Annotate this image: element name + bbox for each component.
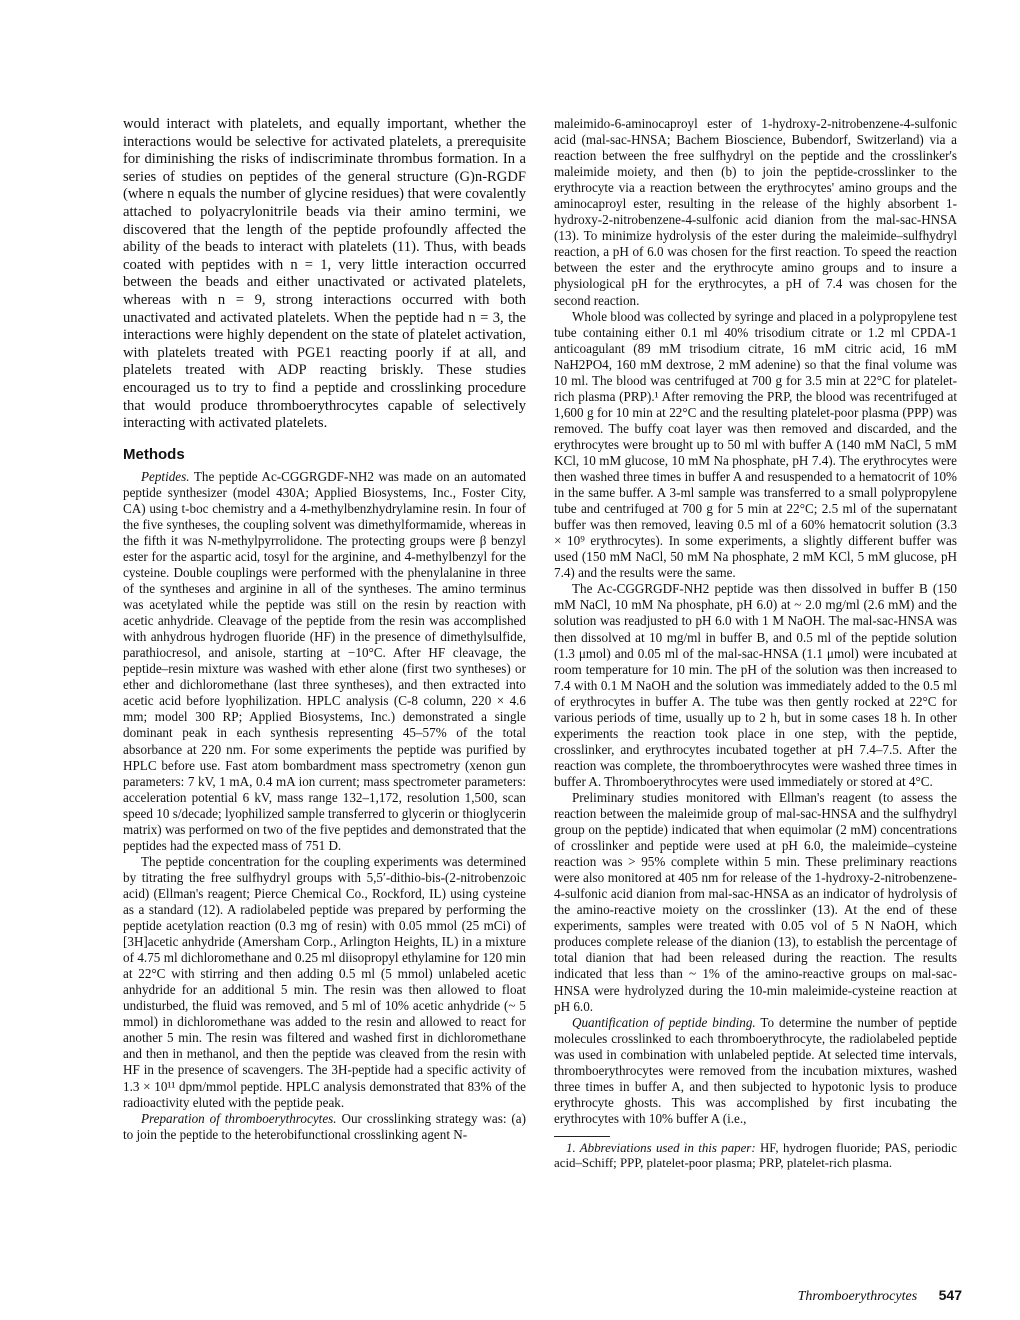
quantification-run-in-head: Quantification of peptide binding.	[572, 1014, 756, 1030]
intro-paragraph: would interact with platelets, and equally important, whether the interactions would be selective for activated platelets, a prerequisite for diminishing the risks of indiscriminate thrombus formation. In a series of studies on peptides of the general structure (G)n-RGDF (where n equals the number of glycine residues) that were covalently attached to polyacrylonitrile beads via their amino termini, we discovered that the length of the peptide profoundly affected the ability of the beads to interact with platelets (11). Thus, with beads coated with peptides with n = 1, very little interaction occurred between the beads and either unactivated or activated platelets, whereas with n = 9, strong interactions occurred with both unactivated and activated platelets. When the peptide had n = 3, the interactions were highly dependent on the state of platelet activation, with platelets treated with PGE1 reacting poorly if at all, and platelets treated with ADP reacting briskly. These studies encouraged us to try to find a peptide and crosslinking procedure that would produce thromboerythrocytes capable of selectively interacting with activated platelets.	[123, 116, 526, 432]
quantification-text: To determine the number of peptide molecules crosslinked to each thromboerythrocyte, the radiolabeled peptide was used in combination with unlabeled peptide. At selected time intervals, thromboerythrocytes were removed from the incubation mixtures, washed three times in buffer A, and then subjected to hypotonic lysis to produce erythrocyte ghosts. This was accomplished by first incubating the erythrocytes with 10% buffer A (i.e.,	[554, 1014, 957, 1126]
footnote-rule	[554, 1136, 610, 1137]
footnote-text: HF, hydrogen fluoride; PAS, periodic acid–Schiff; PPP, platelet-poor plasma; PRP, platelet-rich plasma.	[554, 1140, 957, 1171]
peptides-text: The peptide Ac-CGGRGDF-NH2 was made on an automated peptide synthesizer (model 430A; Applied Biosystems, Inc., Foster City, CA) using t-boc chemistry and a 4-methylbenzhydrylamine resin. In four of the five syntheses, the coupling solvent was dimethylformamide, whereas in the fifth it was N-methylpyrrolidone. The protecting groups were β benzyl ester for the aspartic acid, tosyl for the arginine, and 4-methylbenzyl for the cysteine. Double couplings were performed with the phenylalanine in three of the syntheses and arginine in all of the syntheses. The amino terminus was acetylated while the peptide was still on the resin by reaction with acetic anhydride. Cleavage of the peptide from the resin was accomplished with anhydrous hydrogen fluoride (HF) in the presence of dimethylsulfide, parathiocresol, and anisole, starting at −10°C. After HF cleavage, the peptide–resin mixture was washed with ether alone (first two syntheses) or ether and dichloromethane (last three syntheses), and then extracted into acetic acid before lyophilization. HPLC analysis (C-8 column, 220 × 4.6 mm; model 300 RP; Applied Biosystems, Inc.) demonstrated a single dominant peak in each synthesis representing 45–57% of the total absorbance at 220 nm. For some experiments the peptide was purified by HPLC before use. Fast atom bombardment mass spectrometry (xenon gun parameters: 7 kV, 1 mA, 0.4 mA ion current; mass spectrometer parameters: acceleration potential 6 kV, mass range 132–1,172, resolution 1,500, scan speed 10 s/decade; lyophilized sample transferred to glycerin or thioglycerin matrix) was performed on two of the five peptides and demonstrated that the peptides had the expected mass of 751 D.	[123, 468, 526, 853]
methods-heading: Methods	[123, 445, 185, 463]
peptides-paragraph	[123, 469, 526, 854]
left-column	[123, 116, 526, 1143]
blood-collection-paragraph: Whole blood was collected by syringe and placed in a polypropylene test tube containing either 0.1 ml 40% trisodium citrate or 1.2 ml CPDA-1 anticoagulant (89 mM trisodium citrate, 16 mM citric acid, 16 mM NaH2PO4, 160 mM dextrose, 2 mM adenine) so that the final volume was 10 ml. The blood was centrifuged at 700 g for 3.5 min at 22°C for platelet-rich plasma (PRP).¹ After removing the PRP, the blood was recentrifuged at 1,600 g for 10 min at 22°C and the resulting platelet-poor plasma (PPP) was removed. The buffy coat layer was then removed and discarded, and the erythrocytes were brought up to 50 ml with buffer A (140 mM NaCl, 5 mM KCl, 10 mM glucose, 10 mM Na phosphate, pH 7.4). The erythrocytes were then washed three times in buffer A and resuspended to a hematocrit of 10% in the same buffer. A 3-ml sample was transferred to a small polypropylene tube and centrifuged at 700 g for 5 min at 22°C; 2.5 ml of the supernatant buffer was then removed, leaving 0.5 ml of a 60% hematocrit solution (3.3 × 10⁹ erythrocytes). In some experiments, a slightly different buffer was used (150 mM NaCl, 50 mM Na phosphate, 2 mM KCl, 5 mM glucose, pH 7.4) and the results were the same.	[554, 308, 957, 581]
crosslinker-paragraph: maleimido-6-aminocaproyl ester of 1-hydroxy-2-nitrobenzene-4-sulfonic acid (mal-sac-HNSA; Bachem Bioscience, Bubendorf, Switzerland) via a reaction between the free sulfhydryl on the peptide and the crosslinker's maleimide moiety, and then (b) to join the peptide-crosslinker to the erythrocyte via a reaction between the erythrocytes' amino groups and the aminocaproyl ester, resulting in the release of the highly absorbent 1-hydroxy-2-nitrobenzene-4-sulfonic acid dianion from the mal-sac-HNSA (13). To minimize hydrolysis of the ester during the maleimide–sulfhydryl reaction, a pH of 6.0 was chosen for the first reaction. To speed the reaction between the ester and the erythrocyte amino groups and to insure a physiological pH for the erythrocytes, a pH of 7.4 was chosen for the second reaction.	[554, 116, 957, 308]
quantification-paragraph	[554, 1015, 957, 1127]
footnote	[554, 1141, 957, 1172]
page-footer	[798, 1287, 962, 1305]
concentration-paragraph: The peptide concentration for the coupling experiments was determined by titrating the free sulfhydryl groups with 5,5′-dithio-bis-(2-nitrobenzoic acid) (Ellman's reagent; Pierce Chemical Co., Rockford, IL) using cysteine as a standard (12). A radiolabeled peptide was prepared by performing the peptide acetylation reaction (0.3 mg of resin) with 0.05 mmol (25 mCi) of [3H]acetic anhydride (Amersham Corp., Arlington Heights, IL) in a mixture of 4.75 ml dichloromethane and 0.25 ml diisopropyl ethylamine for 120 min at 22°C with stirring and then adding 0.5 ml (5 mmol) unlabeled acetic anhydride for an additional 5 min. The resin was then allowed to float undisturbed, the fluid was removed, and 5 ml of 10% acetic anhydride (~ 5 mmol) in dichloromethane was added to the resin and allowed to react for another 5 min. The resin was filtered and washed first in dichloromethane and then in methanol, and then the peptide was cleaved from the resin with HF in the presence of scavengers. The 3H-peptide had a specific activity of 1.3 × 10¹¹ dpm/mmol peptide. HPLC analysis demonstrated that 83% of the radioactivity eluted with the peptide peak.	[123, 853, 526, 1110]
page-number: 547	[938, 1287, 962, 1303]
footnote-label: 1. Abbreviations used in this paper:	[566, 1140, 756, 1155]
peptides-run-in-head: Peptides.	[141, 468, 190, 484]
running-title: Thromboerythrocytes	[797, 1289, 918, 1304]
preparation-run-in-head: Preparation of thromboerythrocytes.	[141, 1110, 337, 1126]
preparation-text: Our crosslinking strategy was: (a) to join the peptide to the heterobifunctional crosslinking agent N-	[123, 1110, 526, 1142]
preparation-paragraph	[123, 1111, 526, 1143]
right-column	[554, 116, 957, 1172]
peptide-dissolution-paragraph: The Ac-CGGRGDF-NH2 peptide was then dissolved in buffer B (150 mM NaCl, 10 mM Na phosphate, pH 6.0) at ~ 2.0 mg/ml (2.6 mM) and the solution was readjusted to pH 6.0 with 1 M NaOH. The mal-sac-HNSA was then dissolved at 10 mg/ml in buffer B, and 0.5 ml of the peptide solution (1.3 μmol) and 0.05 ml of the mal-sac-HNSA (1.1 μmol) were incubated at room temperature for 10 min. The pH of the solution was then increased to 7.4 with 0.1 M NaOH and the solution was immediately added to the 0.5 ml of erythrocytes in buffer A. The tube was then gently rocked at 22°C for various periods of time, usually up to 2 h, but in some cases 18 h. In other experiments the reaction took place in one step, with the peptide, crosslinker, and erythrocytes incubated together at pH 7.4–7.5. After the reaction was complete, the thromboerythrocytes were washed three times in buffer A. Thromboerythrocytes were used immediately or stored at 4°C.	[554, 581, 957, 789]
preliminary-studies-paragraph: Preliminary studies monitored with Ellman's reagent (to assess the reaction between the maleimide group of mal-sac-HNSA and the sulfhydryl group on the peptide) indicated that when equimolar (2 mM) concentrations of crosslinker and peptide were used at pH 6.0, the maleimide–cysteine reaction was > 95% complete within 5 min. These preliminary reactions were also monitored at 405 nm for release of the 1-hydroxy-2-nitrobenzene-4-sulfonic acid dianion from mal-sac-HNSA as an indicator of hydrolysis of the amino-reactive moiety on the crosslinker (13). At the end of these experiments, samples were treated with 0.05 vol of 5 N NaOH, which produces complete release of the dianion (13), to establish the percentage of total dianion that had been released during the reaction. The results indicated that less than ~ 1% of the amino-reactive groups on mal-sac-HNSA were hydrolyzed during the 10-min maleimide-cysteine reaction at pH 6.0.	[554, 789, 957, 1014]
